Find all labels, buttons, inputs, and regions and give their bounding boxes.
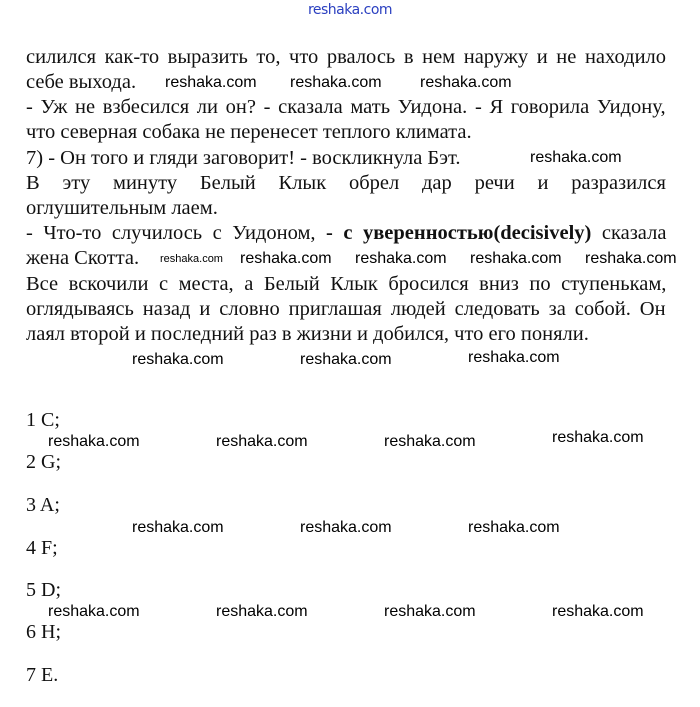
watermark: reshaka.com — [48, 603, 140, 620]
passage-line: оглушительным лаем. — [26, 197, 218, 219]
watermark: reshaka.com — [552, 429, 644, 446]
emphasis-text: - с уверенностью(decisively) — [326, 222, 592, 244]
passage-line: оглядываясь назад и словно приглашая людей следовать за собой. Он — [26, 298, 666, 320]
passage-line: Все вскочили с места, а Белый Клык бросился вниз по ступенькам, — [26, 273, 667, 295]
watermark: reshaka.com — [216, 433, 308, 450]
watermark: reshaka.com — [552, 603, 644, 620]
watermark: reshaka.com — [585, 250, 677, 267]
watermark: reshaka.com — [216, 603, 308, 620]
passage-line: - Уж не взбесился ли он? - сказала мать Уидона. - Я говорила Уидону, — [26, 96, 666, 118]
line-text: - Что-то случилось с Уидоном, — [26, 222, 327, 244]
watermark: reshaka.com — [165, 74, 257, 91]
watermark: reshaka.com — [300, 519, 392, 536]
passage-line: что северная собака не перенесет теплого климата. — [26, 121, 472, 143]
answer-item: 3 A; — [26, 494, 60, 516]
answer-item: 4 F; — [26, 537, 58, 559]
passage-line — [26, 221, 666, 245]
watermark: reshaka.com — [420, 74, 512, 91]
line-text: сказала — [591, 222, 667, 244]
passage-line: В эту минуту Белый Клык обрел дар речи и разразился — [26, 172, 666, 194]
watermark: reshaka.com — [48, 433, 140, 450]
watermark: reshaka.com — [468, 519, 560, 536]
watermark: reshaka.com — [300, 351, 392, 368]
watermark: reshaka.com — [530, 149, 622, 166]
answer-item: 6 H; — [26, 621, 61, 643]
watermark: reshaka.com — [132, 519, 224, 536]
passage-line: лаял второй и последний раз в жизни и добился, что его поняли. — [26, 323, 589, 345]
watermark: reshaka.com — [160, 253, 223, 265]
watermark: reshaka.com — [384, 433, 476, 450]
watermark: reshaka.com — [240, 250, 332, 267]
answer-item: 1 C; — [26, 409, 60, 431]
answer-item: 2 G; — [26, 451, 61, 473]
watermark: reshaka.com — [468, 349, 560, 366]
site-header: reshaka.com — [307, 2, 393, 18]
watermark: reshaka.com — [470, 250, 562, 267]
answer-item: 5 D; — [26, 579, 61, 601]
watermark: reshaka.com — [355, 250, 447, 267]
answer-item: 7 E. — [26, 664, 59, 686]
passage-line: силился как-то выразить то, что рвалось в нем наружу и не находило — [26, 46, 667, 68]
watermark: reshaka.com — [132, 351, 224, 368]
passage-line: себе выхода. — [26, 71, 137, 93]
watermark: reshaka.com — [384, 603, 476, 620]
passage-line: 7) - Он того и гляди заговорит! - воскликнула Бэт. — [26, 147, 461, 169]
passage-line: жена Скотта. — [26, 247, 140, 269]
watermark: reshaka.com — [290, 74, 382, 91]
